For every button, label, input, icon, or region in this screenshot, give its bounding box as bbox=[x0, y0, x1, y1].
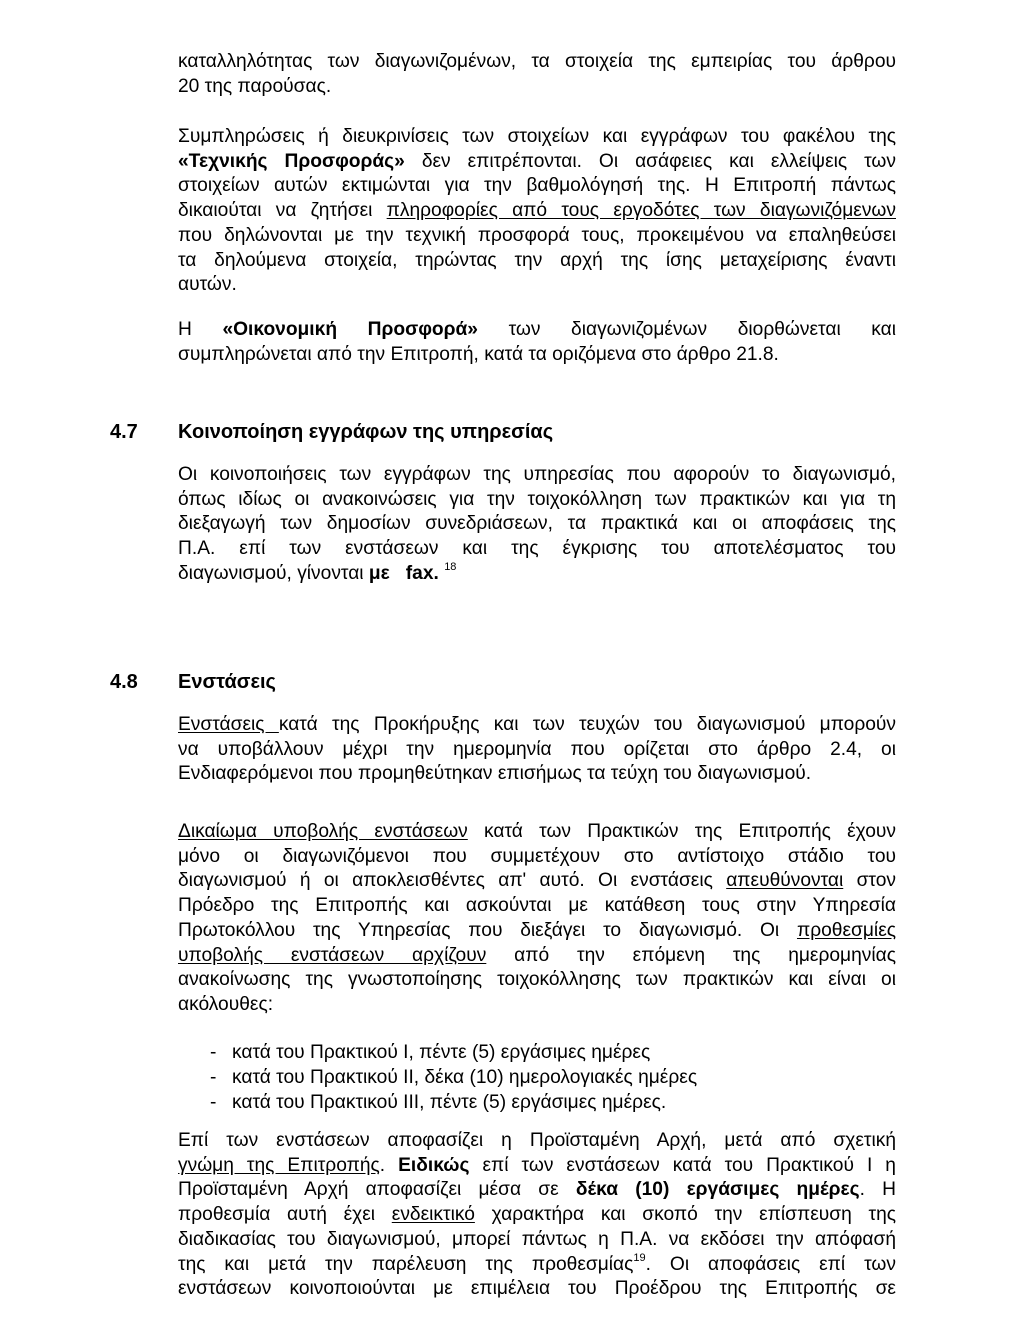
bullet-dash: - bbox=[210, 1067, 217, 1088]
text-line: Π.Α. επί των ενστάσεων και της έγκρισης του αποτελέσματος του bbox=[178, 538, 896, 560]
text-run: . bbox=[379, 1154, 399, 1176]
text-line bbox=[178, 150, 896, 175]
text-run: κατά της Προκήρυξης και των τευχών του διαγωνισμού μπορούν bbox=[278, 714, 897, 735]
text-line bbox=[178, 944, 896, 969]
underlined-text: πληροφορίες από τους εργοδότες των διαγωνιζόμενων bbox=[386, 200, 896, 222]
text-line bbox=[178, 869, 896, 894]
paragraph-technical-offer bbox=[178, 125, 896, 298]
footnote-ref: 19 bbox=[633, 1251, 646, 1264]
text-run: στον bbox=[843, 870, 897, 892]
bold-term: δέκα (10) εργάσιμες ημέρες bbox=[575, 1179, 860, 1201]
text-run: διαγωνισμού, γίνονται bbox=[178, 562, 369, 584]
text-run: προθεσμία αυτή έχει bbox=[178, 1204, 392, 1226]
text-line bbox=[178, 562, 896, 587]
bold-term: fax. bbox=[405, 562, 439, 584]
paragraph-objections-tender bbox=[178, 713, 896, 787]
text-line: τα δηλούμενα στοιχεία, τηρώντας την αρχή της ίσης μεταχείρισης έναντι bbox=[178, 249, 896, 271]
text-run: Η bbox=[178, 319, 223, 340]
list-item bbox=[178, 1090, 896, 1115]
list-item-text: κατά του Πρακτικού Ι, πέντε (5) εργάσιμες ημέρες bbox=[232, 1042, 651, 1063]
underlined-text: υποβολής ενστάσεων αρχίζουν bbox=[178, 944, 487, 966]
text-run: της και μετά την παρέλευση της προθεσμίας bbox=[178, 1253, 634, 1275]
text-run: χαρακτήρα και σκοπό την επίσπευση της bbox=[474, 1204, 897, 1226]
bold-term: Ειδικώς bbox=[398, 1154, 470, 1176]
paragraph-notifications bbox=[178, 463, 896, 587]
bullet-dash: - bbox=[210, 1042, 217, 1063]
text-line: ακόλουθες: bbox=[178, 993, 274, 1015]
text-line bbox=[178, 713, 896, 738]
bullet-dash: - bbox=[210, 1092, 217, 1113]
list-item-text: κατά του Πρακτικού ΙΙ, δέκα (10) ημερολογιακές ημέρες bbox=[232, 1067, 698, 1088]
text-run: από την επόμενη της ημερομηνίας bbox=[486, 944, 896, 966]
text-line bbox=[178, 318, 896, 343]
paragraph-continuation bbox=[178, 50, 896, 99]
text-line: καταλληλότητας των διαγωνιζομένων, τα στοιχεία της εμπειρίας του άρθρου bbox=[178, 51, 896, 72]
bold-term: με bbox=[368, 562, 390, 584]
paragraph-objection-decisions bbox=[178, 1129, 896, 1302]
text-line: όπως ιδίως οι ανακοινώσεις για την τοιχοκόλληση των πρακτικών και για τη bbox=[178, 488, 896, 510]
section-number: 4.8 bbox=[110, 671, 138, 693]
text-run: δικαιούται να ζητήσει bbox=[178, 200, 387, 222]
text-line: συμπληρώνεται από την Επιτροπή, κατά τα οριζόμενα στο άρθρο 21.8. bbox=[178, 343, 779, 365]
text-line: αυτών. bbox=[178, 274, 237, 296]
underlined-text: προθεσμίες bbox=[796, 919, 896, 941]
text-line: Συμπληρώσεις ή διευκρινίσεις των στοιχείων και εγγράφων του φακέλου της bbox=[178, 126, 896, 147]
text-line bbox=[178, 1178, 896, 1203]
underlined-text: Δικαίωμα υποβολής ενστάσεων bbox=[178, 821, 468, 842]
text-line: που δηλώνονται με την τεχνική προσφορά τους, προκειμένου να επαληθεύσει bbox=[178, 224, 896, 246]
text-run: δεν επιτρέπονται. Οι ασάφειες και ελλείψεις των bbox=[404, 150, 897, 172]
text-run: των διαγωνιζομένων διορθώνεται και bbox=[477, 319, 896, 340]
text-line: Ενδιαφερόμενοι που προμηθεύτηκαν επισήμως τα τεύχη του διαγωνισμού. bbox=[178, 763, 812, 785]
text-line: ενστάσεων κοινοποιούνται με επιμέλεια του Προέδρου της Επιτροπής σε bbox=[178, 1278, 896, 1300]
text-run: διαγωνισμού ή οι αποκλεισθέντες απ' αυτό. Οι ενστάσεις bbox=[178, 870, 727, 892]
text-line: να υποβάλλουν μέχρι την ημερομηνία που ορίζεται στο άρθρο 2.4, οι bbox=[178, 738, 896, 760]
text-line bbox=[178, 199, 896, 224]
bold-term: «Οικονομική Προσφορά» bbox=[222, 319, 478, 340]
underlined-text: απευθύνονται bbox=[726, 870, 844, 892]
text-line bbox=[178, 1154, 896, 1179]
list-item-text: κατά του Πρακτικού ΙΙΙ, πέντε (5) εργάσιμες ημέρες. bbox=[232, 1092, 667, 1113]
text-line: διαδικασίας του διαγωνισμού, μπορεί πάντως η Π.Α. να εκδόσει την απόφασή bbox=[178, 1228, 896, 1250]
underlined-text: Ενστάσεις bbox=[178, 714, 279, 735]
text-line: στοιχείων αυτών εκτιμώνται για την βαθμολόγησή της. Η Επιτροπή πάντως bbox=[178, 175, 896, 197]
section-title: Ενστάσεις bbox=[178, 671, 276, 693]
underlined-text: ενδεικτικό bbox=[391, 1204, 475, 1226]
text-line: ανακοίνωσης της γνωστοποίησης τοιχοκόλλησης των πρακτικών και είναι οι bbox=[178, 969, 896, 991]
underlined-text: γνώμη της Επιτροπής bbox=[178, 1154, 380, 1176]
deadline-list bbox=[178, 1040, 896, 1115]
list-item bbox=[178, 1040, 896, 1065]
text-line: Πρόεδρο της Επιτροπής και ασκούνται με κατάθεση τους στην Υπηρεσία bbox=[178, 895, 896, 917]
bold-term: «Τεχνικής Προσφοράς» bbox=[178, 150, 405, 172]
paragraph-financial-offer bbox=[178, 318, 896, 367]
footnote-ref: 18 bbox=[444, 560, 457, 573]
text-line: διεξαγωγή των δημοσίων συνεδριάσεων, τα πρακτικά και οι αποφάσεις της bbox=[178, 513, 896, 535]
text-run: . Η bbox=[859, 1179, 896, 1201]
text-run: . Οι αποφάσεις επί των bbox=[645, 1253, 896, 1275]
section-title: Κοινοποίηση εγγράφων της υπηρεσίας bbox=[178, 421, 554, 443]
text-run: κατά των Πρακτικών της Επιτροπής έχουν bbox=[467, 821, 896, 842]
text-run: Πρωτοκόλλου της Υπηρεσίας που διεξάγει το διαγωνισμό. Οι bbox=[178, 919, 797, 941]
text-line bbox=[178, 1253, 896, 1278]
text-line: μόνο οι διαγωνιζόμενοι που συμμετέχουν στο αντίστοιχο στάδιο του bbox=[178, 845, 896, 867]
text-line: Επί των ενστάσεων αποφασίζει η Προϊσταμένη Αρχή, μετά από σχετική bbox=[178, 1130, 896, 1151]
text-run: επί των ενστάσεων κατά του Πρακτικού Ι η bbox=[469, 1154, 896, 1176]
paragraph-objection-rights bbox=[178, 820, 896, 1018]
text-run: Προϊσταμένη Αρχή αποφασίζει μέσα σε bbox=[178, 1179, 576, 1201]
text-line: 20 της παρούσας. bbox=[178, 75, 332, 97]
text-line: Οι κοινοποιήσεις των εγγράφων της υπηρεσίας που αφορούν το διαγωνισμό, bbox=[178, 464, 896, 485]
text-line bbox=[178, 820, 896, 845]
list-item bbox=[178, 1065, 896, 1090]
section-number: 4.7 bbox=[110, 421, 138, 443]
text-line bbox=[178, 1203, 896, 1228]
text-line bbox=[178, 919, 896, 944]
